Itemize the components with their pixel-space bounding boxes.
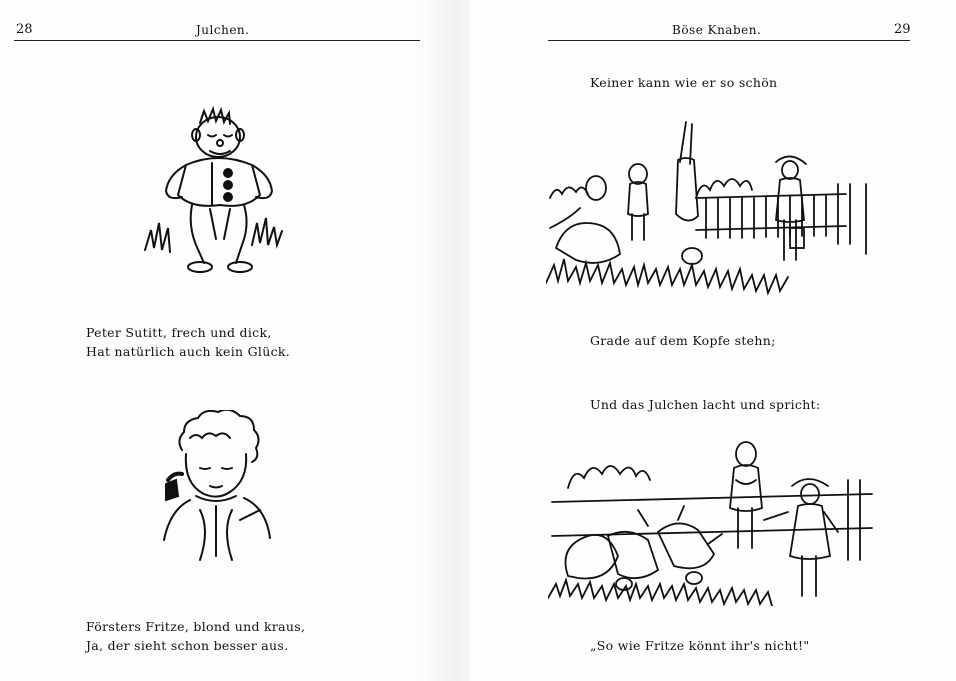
verse-line-3: Und das Julchen lacht und spricht: [590,397,821,412]
verse-peter [86,323,290,361]
verse-line-4: „So wie Fritze könnt ihr's nicht!" [590,638,810,653]
verse-line-1: Keiner kann wie er so schön [590,75,778,90]
verse-line-2: Grade auf dem Kopfe stehn; [590,333,776,348]
illustration-fallen-boys-scene [548,436,893,606]
verse-fritze-line-1: Försters Fritze, blond und kraus, [86,619,306,634]
illustration-peter-sutitt [140,105,300,280]
right-page-number: 29 [894,22,911,37]
right-running-head: Böse Knaben. [672,23,762,37]
verse-fritze-line-2: Ja, der sieht schon besser aus. [86,638,289,653]
verse-peter-line-1: Peter Sutitt, frech und dick, [86,325,272,340]
verse-peter-line-2: Hat natürlich auch kein Glück. [86,344,291,359]
left-page-number: 28 [16,22,33,37]
verse-fritze [86,617,305,655]
illustration-foersters-fritze [160,410,280,565]
left-running-head: Julchen. [196,23,250,37]
right-header-rule [548,40,910,41]
illustration-headstand-scene [546,118,886,303]
left-header-rule [14,40,420,41]
